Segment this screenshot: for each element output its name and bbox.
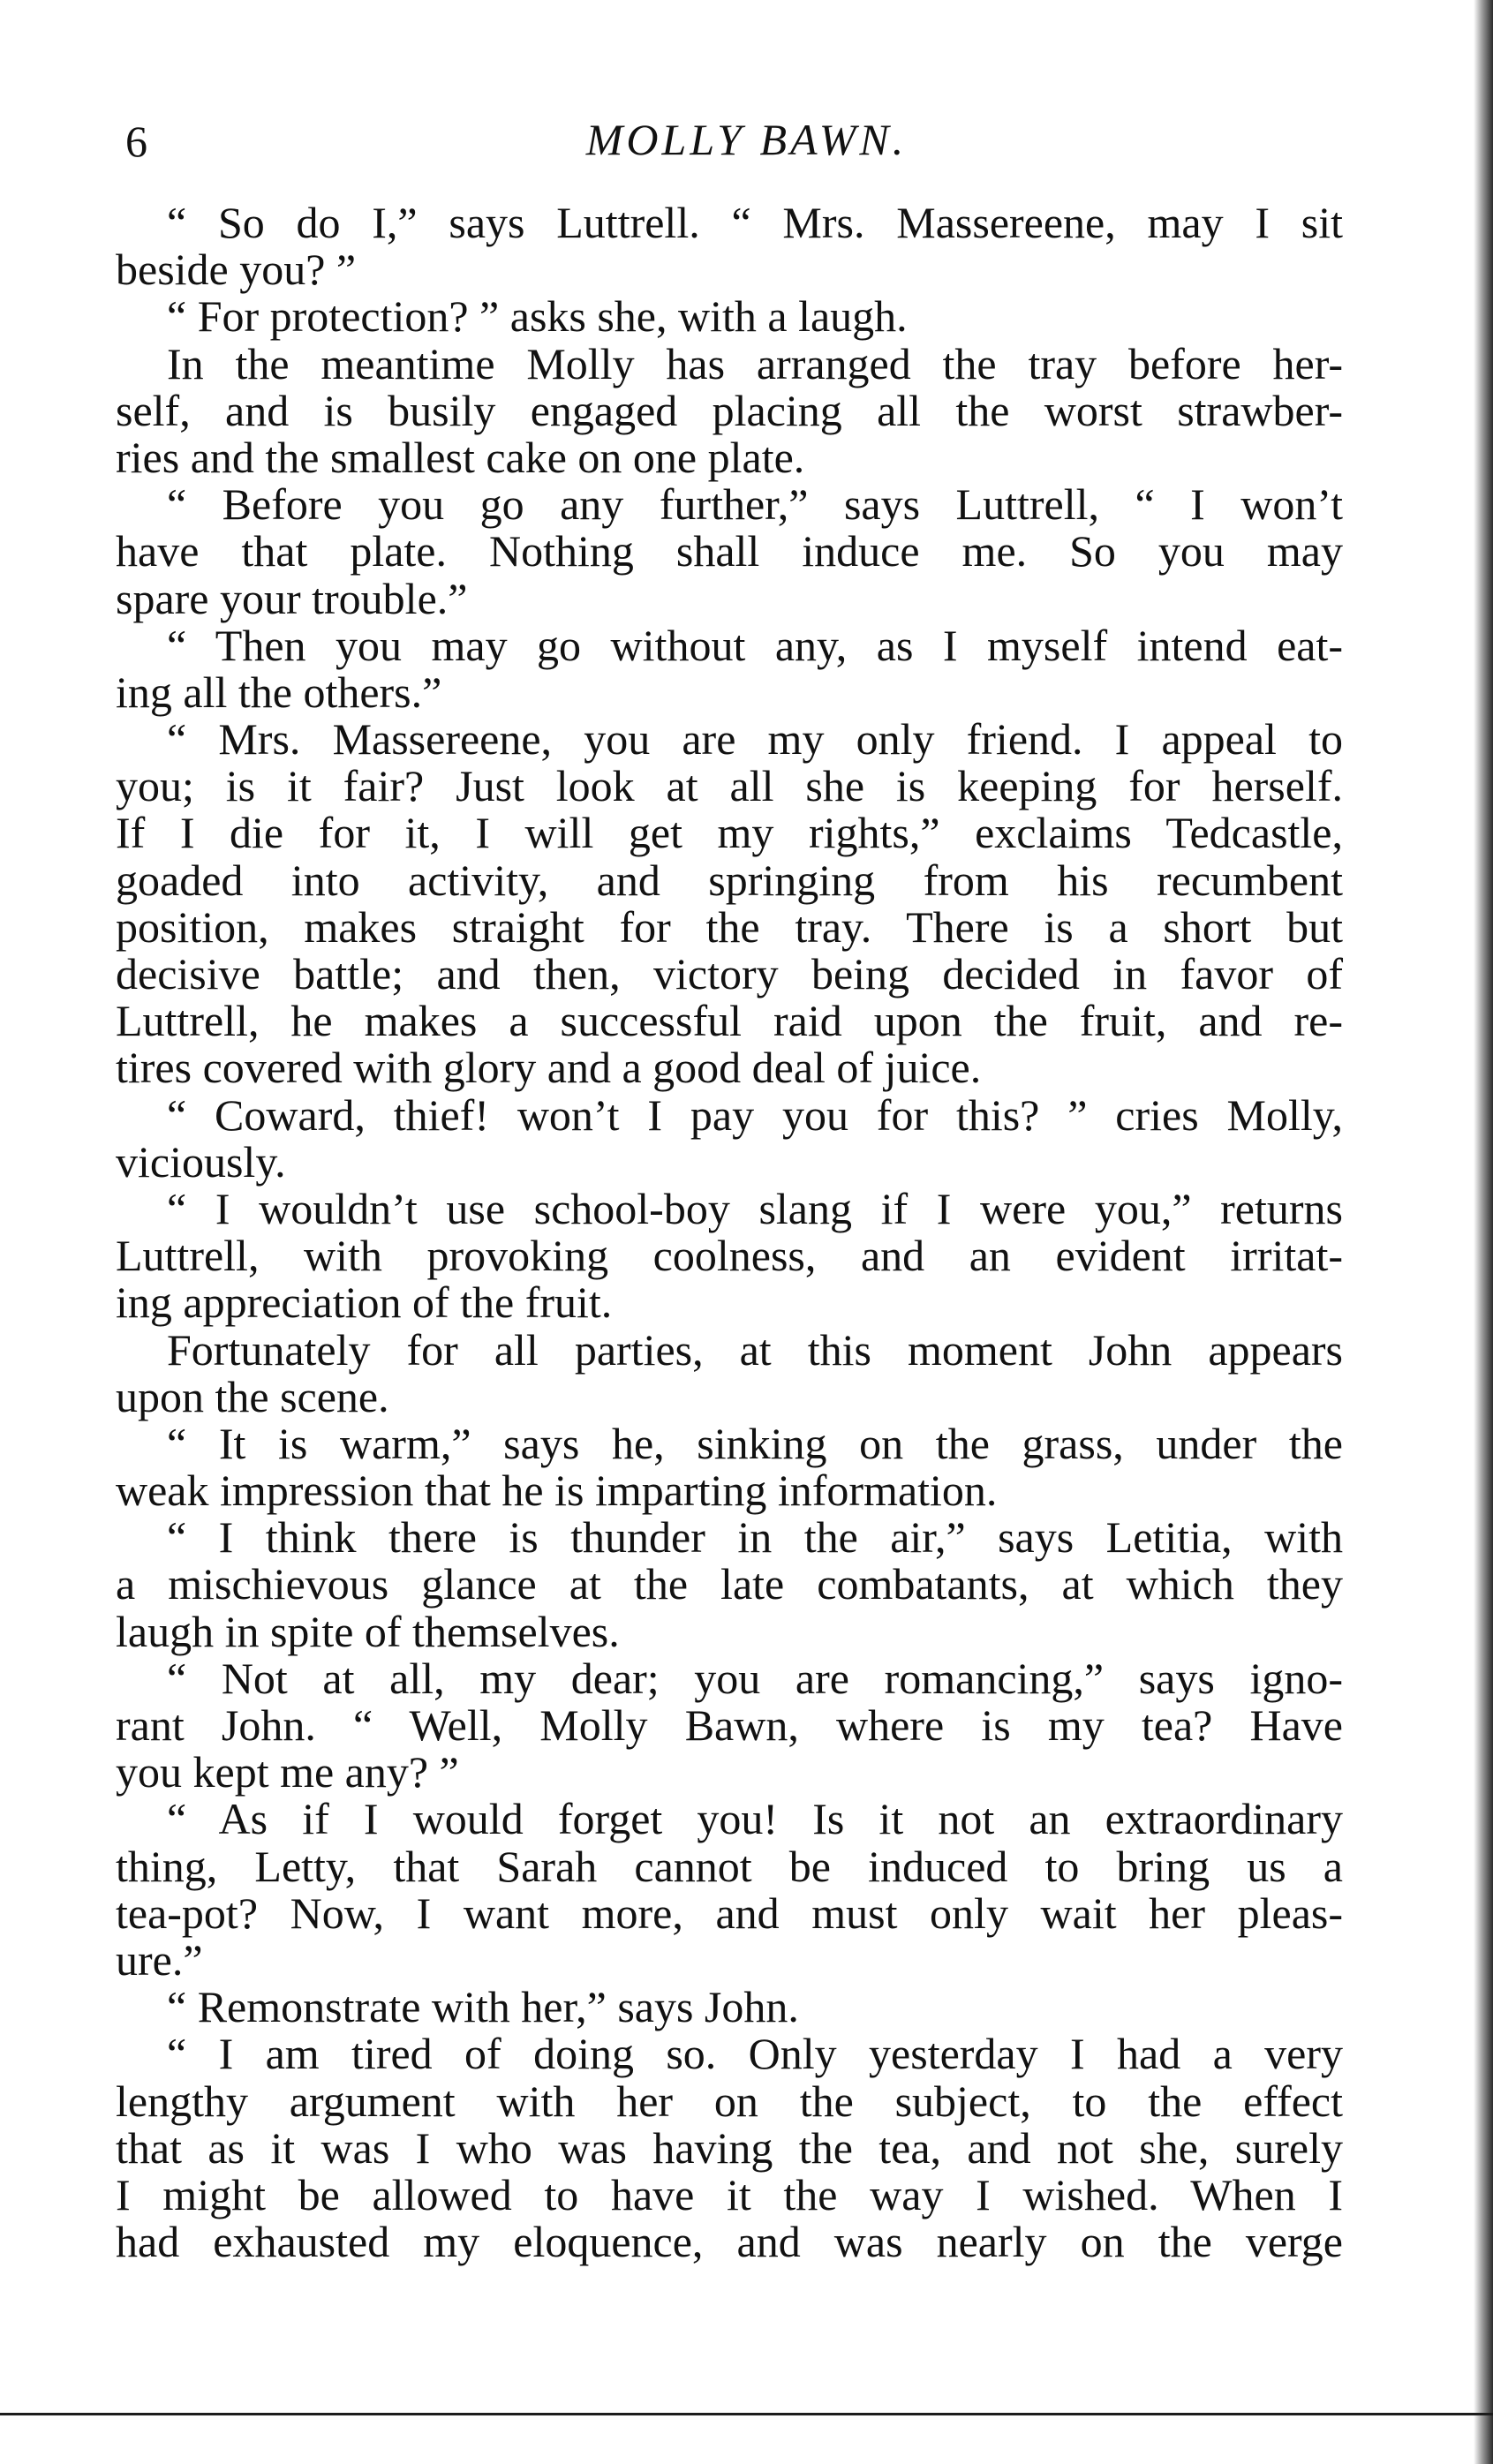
body-text xyxy=(116,200,1343,2265)
text-line: spare your trouble.” xyxy=(116,573,468,623)
text-line: you kept me any? ” xyxy=(116,1747,459,1797)
text-line: If I die for it, I will get my rights,” exclaims Tedcastle, xyxy=(116,808,1343,858)
text-line: “ I think there is thunder in the air,” says Letitia, with xyxy=(167,1512,1343,1563)
text-line: In the meantime Molly has arranged the tray before her- xyxy=(167,338,1343,388)
text-line: laugh in spite of themselves. xyxy=(116,1606,620,1656)
text-line: “ Then you may go without any, as I myself intend eat- xyxy=(167,620,1343,670)
text-line: “ As if I would forget you! Is it not an extraordinary xyxy=(167,1794,1343,1844)
page-number: 6 xyxy=(125,117,147,166)
text-line: viciously. xyxy=(116,1136,286,1187)
text-line: goaded into activity, and springing from his recumbent xyxy=(116,855,1343,905)
text-line: “ So do I,” says Luttrell. “ Mrs. Massereene, may I sit xyxy=(167,198,1343,247)
text-line: thing, Letty, that Sarah cannot be induced to bring us a xyxy=(116,1841,1343,1891)
text-line: “ I wouldn’t use school-boy slang if I were you,” returns xyxy=(167,1183,1343,1233)
text-line: “ Not at all, my dear; you are romancing,” says igno- xyxy=(167,1653,1343,1703)
running-head-title: MOLLY BAWN. xyxy=(585,115,908,164)
text-line: I might be allowed to have it the way I wished. When I xyxy=(116,2169,1343,2219)
text-line: have that plate. Nothing shall induce me. So you may xyxy=(116,526,1343,576)
text-line: ries and the smallest cake on one plate. xyxy=(116,432,805,482)
text-line: “ Remonstrate with her,” says John. xyxy=(167,1982,799,2032)
text-line: ing appreciation of the fruit. xyxy=(116,1277,613,1328)
text-line: “ For protection? ” asks she, with a laugh. xyxy=(167,291,908,342)
text-line: “ It is warm,” says he, sinking on the grass, under the xyxy=(167,1418,1343,1468)
text-line: tea-pot? Now, I want more, and must only wait her pleas- xyxy=(116,1888,1343,1938)
text-line: lengthy argument with her on the subject, to the effect xyxy=(116,2076,1343,2126)
text-line: ure.” xyxy=(116,1934,203,1985)
text-line: Luttrell, with provoking coolness, and an evident irritat- xyxy=(116,1231,1343,1281)
text-line: Fortunately for all parties, at this moment John appears xyxy=(167,1324,1343,1375)
text-line: ing all the others.” xyxy=(116,667,442,717)
text-line: decisive battle; and then, victory being decided in favor of xyxy=(116,949,1343,998)
text-line: “ Mrs. Massereene, you are my only friend. I appeal to xyxy=(167,714,1343,765)
text-line: rant John. “ Well, Molly Bawn, where is my tea? Have xyxy=(116,1700,1343,1750)
bottom-rule xyxy=(0,2413,1493,2415)
text-line: had exhausted my eloquence, and was nearly on the verge xyxy=(116,2217,1343,2267)
text-line: tires covered with glory and a good deal of juice. xyxy=(116,1043,982,1093)
text-line: a mischievous glance at the late combatants, at which they xyxy=(116,1559,1343,1609)
text-line: Luttrell, he makes a successful raid upon the fruit, and re- xyxy=(116,996,1343,1046)
text-line: position, makes straight for the tray. There is a short but xyxy=(116,901,1343,952)
text-line: that as it was I who was having the tea, and not she, surely xyxy=(116,2122,1343,2173)
text-line: you; is it fair? Just look at all she is keeping for herself. xyxy=(116,761,1343,811)
text-line: self, and is busily engaged placing all the worst strawber- xyxy=(116,385,1343,435)
text-line: weak impression that he is imparting information. xyxy=(116,1466,998,1516)
text-line: “ Coward, thief! won’t I pay you for this? ” cries Molly, xyxy=(167,1089,1343,1140)
text-line: “ Before you go any further,” says Luttrell, “ I won’t xyxy=(167,479,1343,530)
text-line: upon the scene. xyxy=(116,1371,389,1421)
text-line: “ I am tired of doing so. Only yesterday I had a very xyxy=(167,2029,1343,2079)
text-line: beside you? ” xyxy=(116,245,357,295)
page-edge-shadow xyxy=(1474,0,1493,2464)
